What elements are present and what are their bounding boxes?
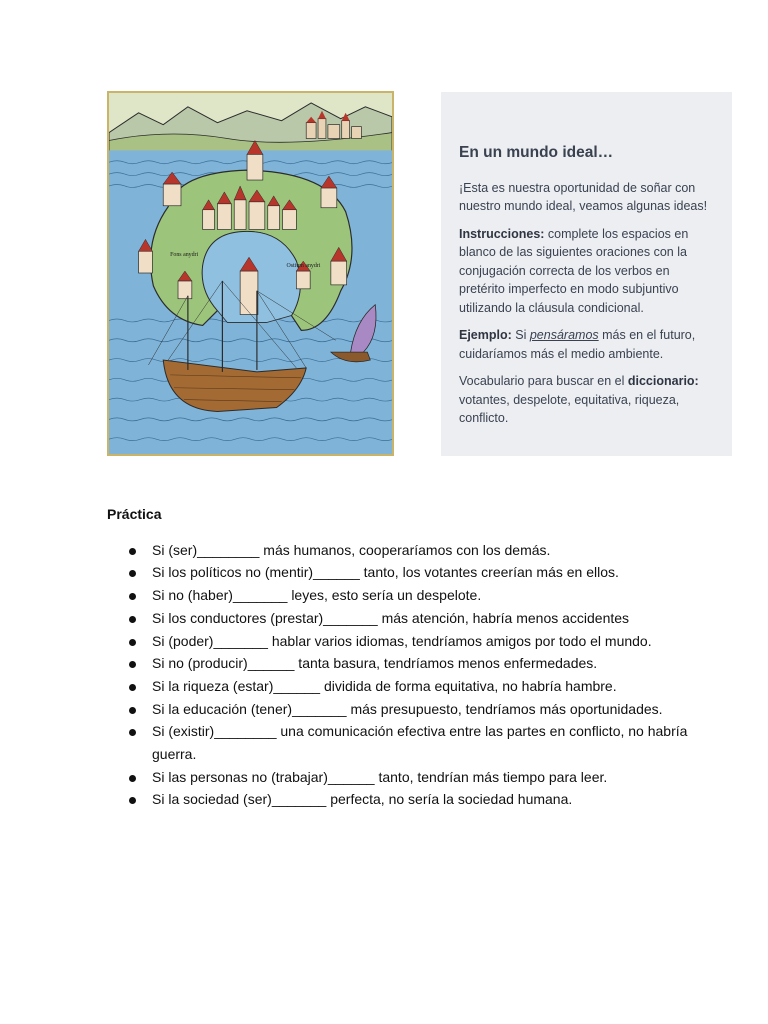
info-title: En un mundo ideal… [459, 144, 614, 161]
list-item [107, 675, 707, 698]
sentence-text: Si los políticos no (mentir)______ tanto, los votantes creerían más en ellos. [152, 564, 619, 581]
list-item [107, 652, 707, 675]
list-item [107, 766, 707, 789]
practice-section [107, 503, 707, 811]
example-rest: más en el futuro, cuidaríamos más el medio ambiente. [459, 328, 696, 361]
sentence-text: Si no (producir)______ tanta basura, tendríamos menos enfermedades. [152, 655, 598, 672]
info-box [441, 92, 732, 456]
list-item [107, 630, 707, 653]
bullet-icon [129, 616, 136, 623]
practice-list [107, 539, 707, 811]
vocab-label: diccionario: [627, 374, 699, 388]
bullet-icon [129, 707, 136, 714]
list-item [107, 607, 707, 630]
bullet-icon [129, 593, 136, 600]
bullet-icon [129, 684, 136, 691]
example-verb: pensáramos [529, 328, 599, 342]
bullet-icon [129, 639, 136, 646]
info-instructions [459, 225, 716, 318]
label-ostium-anydri: Ostium anydri [286, 263, 321, 270]
info-intro: ¡Esta es nuestra oportunidad de soñar con nuestro mundo ideal, veamos algunas ideas! [459, 180, 708, 213]
example-label: Ejemplo: [459, 328, 512, 342]
instructions-text: complete los espacios en blanco de las siguientes oraciones con la conjugación correcta de los verbos en pretérito imperfecto en modo subjuntivo utilizando la cláusula condicional. [459, 226, 689, 315]
vocab-words: votantes, despelote, equitativa, riqueza, conflicto. [459, 392, 680, 425]
instructions-label: Instrucciones: [459, 226, 545, 241]
sentence-text: Si la riqueza (estar)______ dividida de forma equitativa, no habría hambre. [152, 677, 617, 694]
vocab-pre: Vocabulario para buscar en el [459, 374, 628, 388]
example-si: Si [511, 328, 530, 342]
sentence-text: Si la educación (tener)_______ más presupuesto, tendríamos más oportunidades. [152, 700, 663, 717]
list-item [107, 539, 707, 562]
list-item [107, 788, 707, 811]
sentence-text: Si las personas no (trabajar)______ tanto, tendrían más tiempo para leer. [152, 768, 608, 785]
bullet-icon [129, 570, 136, 577]
sentence-text: Si no (haber)_______ leyes, esto sería un despelote. [152, 587, 482, 604]
sentence-text: Si la sociedad (ser)_______ perfecta, no sería la sociedad humana. [152, 791, 573, 808]
sentence-text: Si (ser)________ más humanos, cooperaríamos con los demás. [152, 541, 551, 558]
list-item [107, 698, 707, 721]
info-vocabulary [459, 372, 716, 428]
info-example [459, 326, 716, 363]
utopia-illustration [107, 91, 394, 456]
bullet-icon [129, 661, 136, 668]
label-fons-anydri: Fons anydri [170, 252, 199, 259]
bullet-icon [129, 548, 136, 555]
bullet-icon [129, 775, 136, 782]
list-item [107, 720, 707, 765]
list-item [107, 561, 707, 584]
list-item [107, 584, 707, 607]
practice-title: Práctica [107, 506, 162, 522]
sentence-text: Si (existir)________ una comunicación efectiva entre las partes en conflicto, no habría guerra. [152, 723, 688, 763]
bullet-icon [129, 729, 136, 736]
bullet-icon [129, 797, 136, 804]
sentence-text: Si los conductores (prestar)_______ más atención, habría menos accidentes [152, 609, 630, 626]
sentence-text: Si (poder)_______ hablar varios idiomas, tendríamos amigos por todo el mundo. [152, 632, 652, 649]
